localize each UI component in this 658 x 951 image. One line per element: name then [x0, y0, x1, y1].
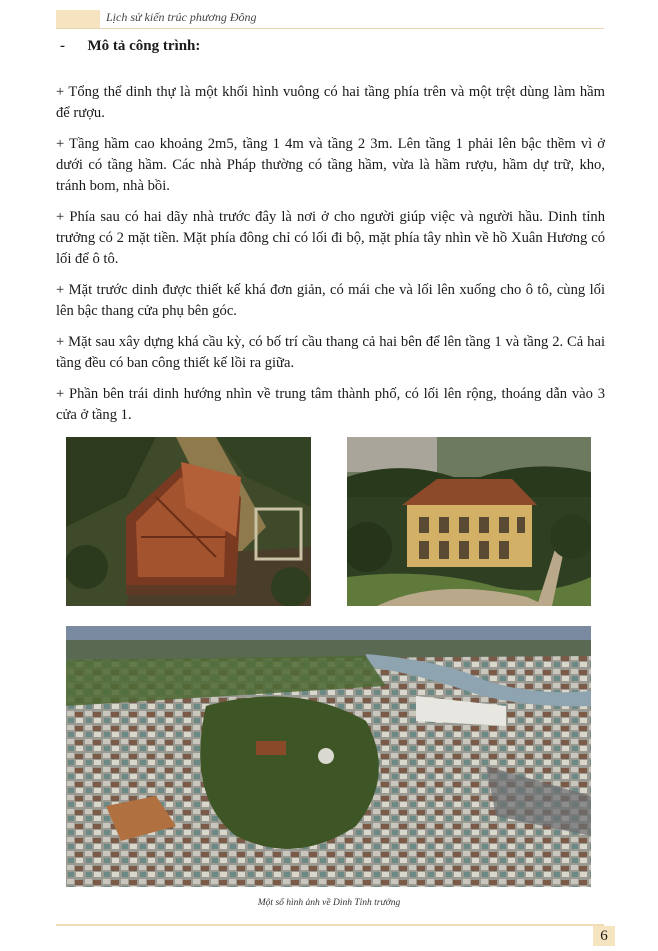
footer-rule	[56, 924, 604, 926]
paragraph-rear-facade: + Mặt sau xây dựng khá cầu kỳ, có bố trí cầu thang cả hai bên để lên tầng 1 và tầng 2. Cả hai tầng đều có ban công thiết kế lồi ra giữa.	[56, 334, 605, 371]
figure-caption: Một số hình ảnh về Dinh Tỉnh trưởng	[257, 898, 401, 908]
section-title: - Mô tả công trình:	[60, 38, 201, 54]
paragraph-front-facade: + Mặt trước dinh được thiết kế khá đơn giản, có mái che và lối lên xuống cho ô tô, cùng lối lên bậc thang cửa phụ bên góc.	[56, 282, 605, 319]
body-text	[56, 82, 605, 436]
page-number: 6	[593, 926, 615, 946]
city-panorama-photo	[66, 626, 591, 887]
header-rule	[56, 28, 604, 29]
header-accent-block	[56, 10, 100, 28]
paragraph-rear-houses: + Phía sau có hai dãy nhà trước đây là nơi ở cho người giúp việc và người hầu. Dinh tỉnh trưởng có 2 mặt tiền. Mặt phía đông chỉ có lối đi bộ, mặt phía tây nhìn về hồ Xuân Hương có lối để ô tô.	[56, 209, 605, 267]
villa-aerial-roof-photo	[66, 437, 311, 606]
villa-facade-photo	[347, 437, 591, 606]
paragraph-left-side: + Phần bên trái dinh hướng nhìn về trung tâm thành phố, có lối lên rộng, thoáng dẫn vào 3 cửa ở tầng 1.	[56, 386, 605, 423]
paragraph-basement: + Tầng hầm cao khoảng 2m5, tầng 1 4m và tầng 2 3m. Lên tầng 1 phải lên bậc thềm vì ở dưới có tầng hầm. Các nhà Pháp thường có tầng hầm, vừa là hầm rượu, hầm dự trữ, kho, tránh bom, nhà bồi.	[56, 136, 605, 194]
paragraph-overall: + Tổng thể dinh thự là một khối hình vuông có hai tầng phía trên và một trệt dùng làm hầm để rượu.	[56, 84, 605, 121]
running-title: Lịch sử kiến trúc phương Đông	[106, 10, 257, 24]
